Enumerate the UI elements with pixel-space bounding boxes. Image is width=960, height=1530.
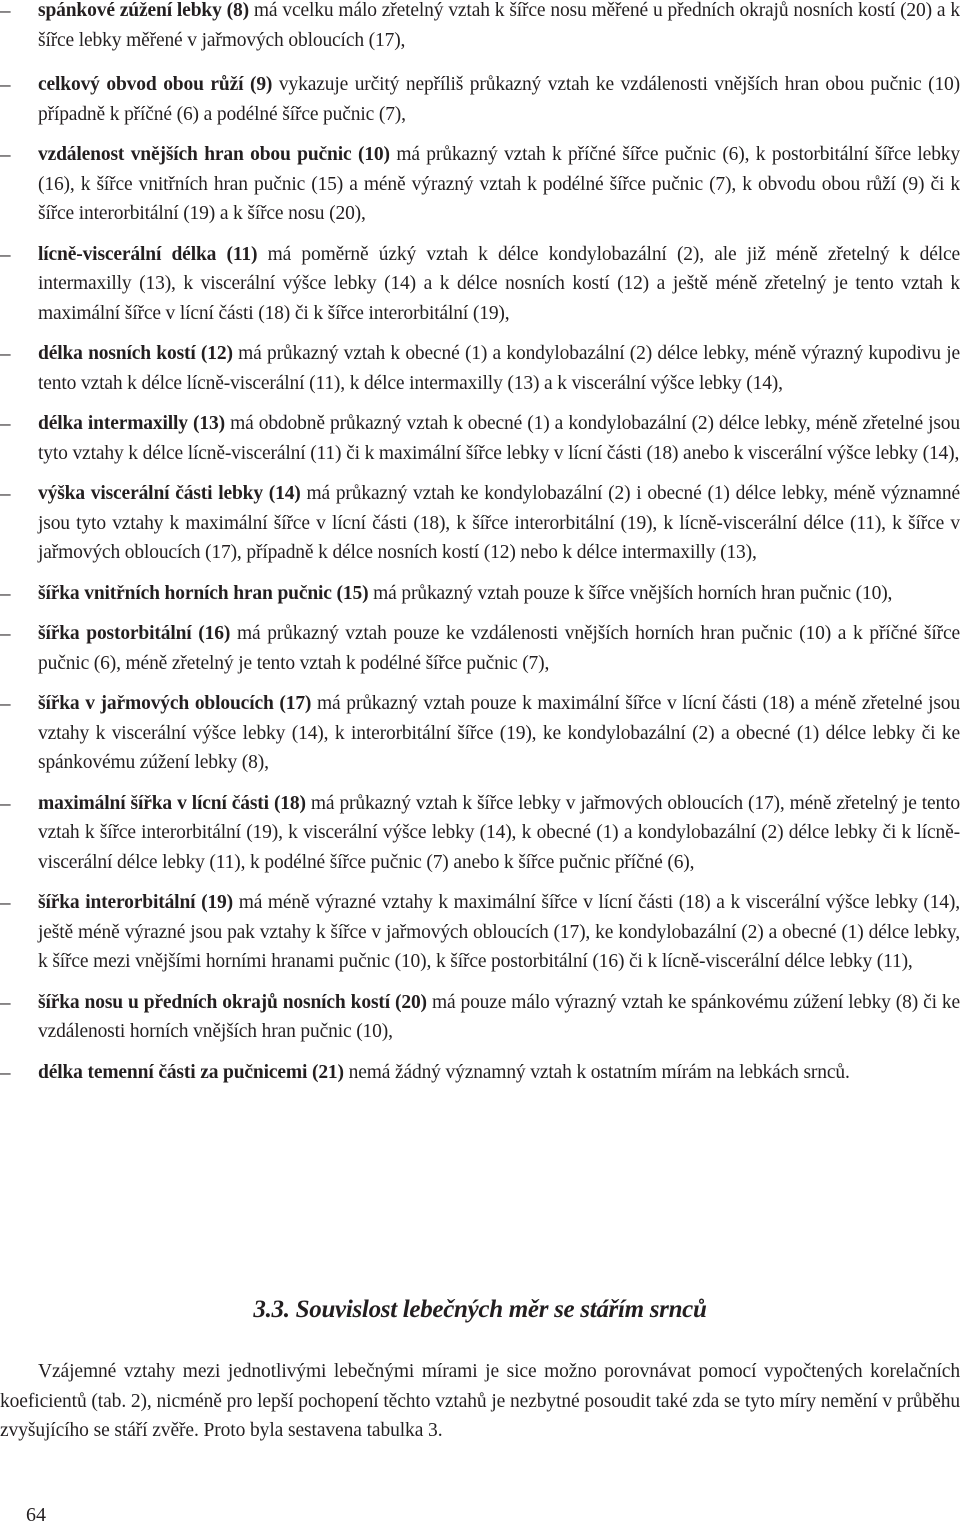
list-item-term: spánkové zúžení lebky (8) [38, 0, 249, 21]
list-item-term: vzdálenost vnějších hran obou pučnic (10) [38, 144, 390, 165]
dash-bullet [0, 70, 11, 100]
dash-bullet [0, 1058, 11, 1088]
list-item-text [38, 70, 960, 129]
list-item-text [38, 479, 960, 568]
list-item-term: celkový obvod obou růží (9) [38, 74, 273, 95]
list-item-18 [0, 789, 960, 878]
list-item-text [38, 619, 960, 678]
list-item-text [38, 0, 960, 55]
list-item-8 [0, 0, 960, 55]
list-item-text [38, 240, 960, 329]
list-item-term: délka nosních kostí (12) [38, 343, 233, 364]
dash-bullet [0, 579, 11, 609]
list-item-17 [0, 689, 960, 778]
dash-bullet [0, 619, 11, 649]
list-item-10 [0, 140, 960, 229]
list-item-description: má obdobně průkazný vztah k obecné (1) a kondylobazální (2) délce lebky, méně zřetelné jsou tyto vztahy k délce lícně-viscerální (11) či k maximální šířce lebky v lícní části (18) anebo k viscerální výšce lebky (14), [38, 413, 960, 464]
list-item-text [38, 409, 960, 468]
list-item-12 [0, 339, 960, 398]
list-item-text [38, 579, 960, 609]
dash-bullet [0, 0, 11, 26]
list-item-21 [0, 1058, 960, 1088]
list-item-term: délka intermaxilly (13) [38, 413, 225, 434]
list-item-description: má průkazný vztah pouze k maximální šířce v lícní části (18) a méně zřetelné jsou vztahy k viscerální výšce lebky (14), k interorbitální šířce (19), ke kondylobazální (2) a obecné (1) délce lebky či ke spánkovému zúžení lebky (8), [38, 693, 960, 773]
list-item-term: šířka vnitřních horních hran pučnic (15) [38, 582, 369, 604]
list-item-16 [0, 619, 960, 678]
list-item-description: má průkazný vztah pouze ke vzdálenosti vnějších horních hran pučnic (10) a k příčné šířce pučnic (6), méně zřetelný je tento vztah k podélné šířce pučnic (7), [38, 623, 960, 674]
dash-bullet [0, 409, 11, 439]
list-item-description: má průkazný vztah k příčné šířce pučnic (6), k postorbitální šířce lebky (16), k šířce vnitřních hran pučnic (15) a méně výrazný vztah k podélné šířce pučnic (7), k obvodu obou růží (9) či k šířce interorbitální (19) a k šířce nosu (20), [38, 144, 960, 224]
dash-bullet [0, 240, 11, 270]
list-item-15 [0, 579, 960, 609]
dash-bullet [0, 888, 11, 918]
list-item-term: maximální šířka v lícní části (18) [38, 792, 306, 814]
list-item-description: vykazuje určitý nepříliš průkazný vztah ke vzdálenosti vnějších hran obou pučnic (10) případně k příčné (6) a podélné šířce pučnic (7), [38, 74, 960, 125]
list-item-term: šířka nosu u předních okrajů nosních kostí (20) [38, 991, 427, 1013]
list-item-term: šířka postorbitální (16) [38, 623, 231, 644]
list-item-19 [0, 888, 960, 977]
list-item-description: má méně výrazné vztahy k maximální šířce v lícní části (18) a k viscerální výšce lebky (14), ještě méně výrazné jsou pak vztahy k šířce v jařmových obloucích (17), ke kondylobazální (2) a obecné (1) délce lebky, k šířce mezi vnějšími horními hranami pučnic (10), k šířce postorbitální (16) či k lícně-viscerální délce lebky (11), [38, 892, 960, 972]
dash-bullet [0, 789, 11, 819]
list-item-description: má pouze málo výrazný vztah ke spánkovému zúžení lebky (8) či ke vzdálenosti horních vnějších hran pučnic (10), [38, 991, 960, 1042]
section-heading: 3.3. Souvislost lebečných měr se stářím srnců [253, 1296, 707, 1323]
list-item-text [38, 140, 960, 229]
list-item-term: šířka interorbitální (19) [38, 892, 233, 913]
list-item-text [38, 888, 960, 977]
list-item-13 [0, 409, 960, 468]
page-number: 64 [26, 1504, 46, 1526]
dash-bullet [0, 339, 11, 369]
list-item-11 [0, 240, 960, 329]
list-item-description: má průkazný vztah k šířce lebky v jařmových obloucích (17), méně zřetelný je tento vztah k šířce interorbitální (19), k viscerální výšce lebky (14), k obecné (1) a kondylobazální (2) délce lebky či k lícně-viscerální délce lebky (11), k podélné šířce pučnic (7) anebo k šířce pučnic příčné (6), [38, 792, 960, 873]
list-item-description: má průkazný vztah k obecné (1) a kondylobazální (2) délce lebky, méně výrazný kupodivu je tento vztah k délce lícně-viscerální (11), k délce intermaxilly (13) a k viscerální výšce lebky (14), [38, 343, 960, 394]
list-item-description: nemá žádný významný vztah k ostatním mírám na lebkách srnců. [348, 1061, 850, 1083]
list-item-text [38, 1058, 960, 1088]
list-item-14 [0, 479, 960, 568]
list-item-text [38, 789, 960, 878]
list-item-description: má vcelku málo zřetelný vztah k šířce nosu měřené u předních okrajů nosních kostí (20) a k šířce lebky měřené v jařmových obloucích (17), [38, 0, 960, 51]
list-item-text [38, 988, 960, 1047]
dash-bullet [0, 140, 11, 170]
list-item-term: šířka v jařmových obloucích (17) [38, 693, 312, 714]
list-item-text [38, 689, 960, 778]
list-item-description: má průkazný vztah ke kondylobazální (2) i obecné (1) délce lebky, méně významné jsou tyto vztahy k maximální šířce v lícní části (18), k šířce interorbitální (19), k lícně-viscerální délce (11), k šířce v jařmových obloucích (17), případně k délce nosních kostí (12) nebo k délce intermaxilly (13), [38, 483, 960, 563]
body-paragraph: Vzájemné vztahy mezi jednotlivými lebečnými mírami je sice možno porovnávat pomocí vypočtených korelačních koeficientů (tab. 2), nicméně pro lepší pochopení těchto vztahů je nezbytné posoudit také zda se tyto míry nemění v průběhu zvyšujícího se stáří zvěře. Proto byla sestavena tabulka 3. [0, 1361, 960, 1441]
dash-bullet [0, 479, 11, 509]
list-item-term: lícně-viscerální délka (11) [38, 243, 258, 265]
list-item-20 [0, 988, 960, 1047]
list-item-description: má poměrně úzký vztah k délce kondylobazální (2), ale již méně zřetelný k délce intermaxilly (13), k viscerální výšce lebky (14) a k délce nosních kostí (12) a ještě méně zřetelný je tento vztah k maximální šířce v lícní části (18) či k šířce interorbitální (19), [38, 243, 960, 324]
dash-bullet [0, 988, 11, 1018]
dash-bullet [0, 689, 11, 719]
list-item-description: má průkazný vztah pouze k šířce vnějších horních hran pučnic (10), [373, 582, 893, 604]
list-item-term: výška viscerální části lebky (14) [38, 483, 301, 504]
list-item-term: délka temenní části za pučnicemi (21) [38, 1061, 344, 1083]
list-item-text [38, 339, 960, 398]
list-item-9 [0, 70, 960, 129]
